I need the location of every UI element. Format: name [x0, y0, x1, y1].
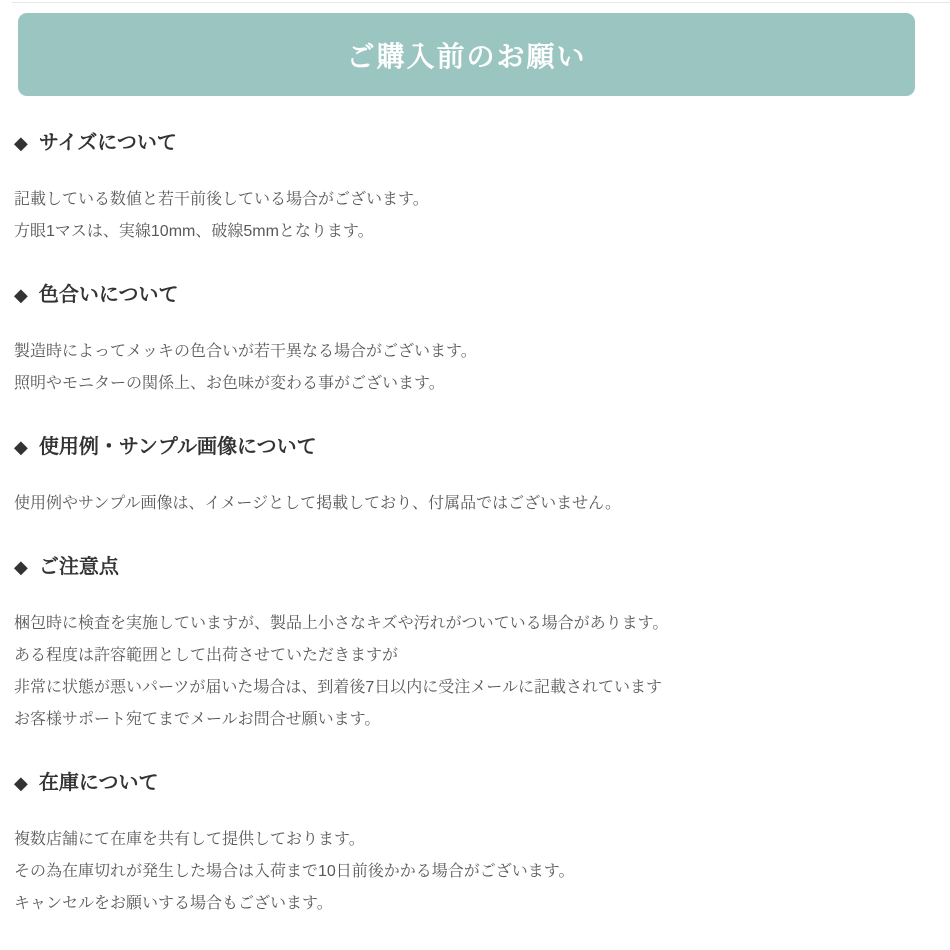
section-body-line: 照明やモニターの関係上、お色味が変わる事がございます。: [14, 375, 445, 392]
section-body-line: その為在庫切れが発生した場合は入荷まで10日前後かかる場合がございます。: [14, 863, 575, 880]
top-divider: [12, 2, 950, 3]
section-heading-label: 在庫について: [38, 772, 159, 794]
section-body-line: キャンセルをお願いする場合もございます。: [14, 895, 333, 912]
section-heading-label: 使用例・サンプル画像について: [38, 436, 317, 458]
section-size: [14, 129, 936, 248]
section-heading-label: サイズについて: [38, 132, 177, 154]
diamond-bullet-icon: ◆: [14, 285, 28, 305]
section-stock: [14, 769, 936, 920]
section-heading: [14, 433, 936, 461]
page-title: ご購入前のお願い: [346, 40, 587, 72]
section-heading: [14, 769, 936, 797]
section-body-line: 製造時によってメッキの色合いが若干異なる場合がございます。: [14, 343, 477, 360]
notice-header-banner: [18, 13, 915, 96]
section-sample-images: [14, 433, 936, 520]
section-body-line: 方眼1マスは、実線10mm、破線5mmとなります。: [14, 223, 374, 240]
section-body-line: 複数店舗にて在庫を共有して提供しております。: [14, 831, 365, 848]
section-color: [14, 281, 936, 400]
section-cautions: [14, 553, 936, 736]
section-heading-label: ご注意点: [38, 556, 119, 578]
section-body-line: お客様サポート宛てまでメールお問合せ願います。: [14, 711, 381, 728]
section-body-line: 梱包時に検査を実施していますが、製品上小さなキズや汚れがついている場合があります。: [14, 615, 669, 632]
section-body-line: 記載している数値と若干前後している場合がございます。: [14, 191, 429, 208]
section-body-line: 非常に状態が悪いパーツが届いた場合は、到着後7日以内に受注メールに記載されています: [14, 679, 662, 696]
section-heading: [14, 129, 936, 157]
diamond-bullet-icon: ◆: [14, 437, 28, 457]
section-heading: [14, 553, 936, 581]
diamond-bullet-icon: ◆: [14, 773, 28, 793]
notice-content: [0, 129, 950, 920]
section-body-line: ある程度は許容範囲として出荷させていただきますが: [14, 647, 399, 664]
section-body-line: 使用例やサンプル画像は、イメージとして掲載しており、付属品ではございません。: [14, 495, 622, 512]
section-heading-label: 色合いについて: [38, 284, 179, 306]
section-heading: [14, 281, 936, 309]
diamond-bullet-icon: ◆: [14, 133, 28, 153]
diamond-bullet-icon: ◆: [14, 557, 28, 577]
